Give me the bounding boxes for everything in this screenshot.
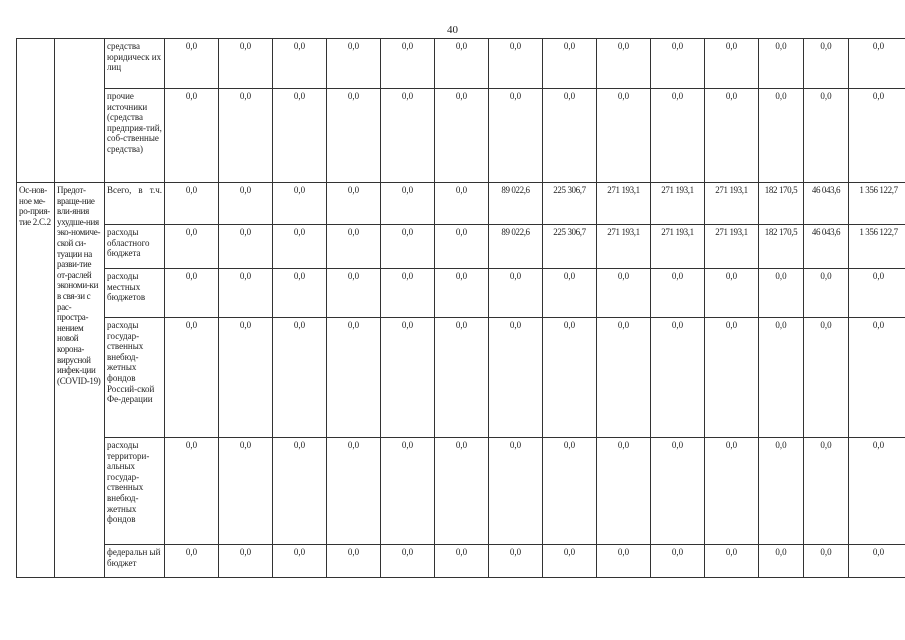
value-cell: 0,0: [273, 89, 327, 183]
value-cell: 46 043,6: [804, 225, 849, 269]
value-cell: 0,0: [597, 39, 651, 89]
value-cell: 182 170,5: [759, 183, 804, 225]
funding-source-cell: Всего, в т.ч.: [105, 183, 165, 225]
measure-name-cell: [55, 39, 105, 183]
funding-source-cell: расходы государ-ственных внебюд-жетных фондов Россий-ской Фе-дерации: [105, 318, 165, 438]
value-cell: 0,0: [381, 269, 435, 318]
value-cell: 0,0: [543, 89, 597, 183]
value-cell: 0,0: [165, 89, 219, 183]
value-cell: 271 193,1: [705, 183, 759, 225]
table-row: [17, 89, 905, 183]
value-cell: 271 193,1: [705, 225, 759, 269]
value-cell: 0,0: [804, 438, 849, 545]
value-cell: 0,0: [219, 225, 273, 269]
table-row: [17, 269, 905, 318]
value-cell: 0,0: [327, 269, 381, 318]
value-cell: 0,0: [381, 39, 435, 89]
value-cell: 0,0: [543, 318, 597, 438]
value-cell: 0,0: [597, 438, 651, 545]
value-cell: 0,0: [489, 318, 543, 438]
value-cell: 0,0: [804, 39, 849, 89]
value-cell: 0,0: [381, 89, 435, 183]
value-cell: 0,0: [597, 318, 651, 438]
value-cell: 0,0: [651, 39, 705, 89]
value-cell: 0,0: [804, 545, 849, 578]
value-cell: 0,0: [435, 225, 489, 269]
table-row: [17, 183, 905, 225]
value-cell: 0,0: [705, 89, 759, 183]
value-cell: 0,0: [651, 269, 705, 318]
value-cell: 0,0: [327, 225, 381, 269]
value-cell: 271 193,1: [597, 225, 651, 269]
value-cell: 225 306,7: [543, 225, 597, 269]
value-cell: 0,0: [165, 438, 219, 545]
value-cell: 0,0: [273, 438, 327, 545]
value-cell: 271 193,1: [651, 225, 705, 269]
value-cell: 0,0: [489, 89, 543, 183]
value-cell: 0,0: [849, 39, 905, 89]
value-cell: 0,0: [435, 438, 489, 545]
value-cell: 0,0: [165, 318, 219, 438]
value-cell: 0,0: [381, 225, 435, 269]
value-cell: 0,0: [759, 269, 804, 318]
table-row: [17, 225, 905, 269]
value-cell: 0,0: [651, 89, 705, 183]
value-cell: 0,0: [705, 545, 759, 578]
budget-table: [16, 38, 905, 578]
value-cell: 0,0: [804, 89, 849, 183]
value-cell: 0,0: [849, 318, 905, 438]
value-cell: 0,0: [435, 183, 489, 225]
value-cell: 0,0: [759, 39, 804, 89]
value-cell: 0,0: [489, 269, 543, 318]
value-cell: 0,0: [849, 89, 905, 183]
value-cell: 0,0: [219, 89, 273, 183]
value-cell: 0,0: [543, 39, 597, 89]
value-cell: 0,0: [435, 545, 489, 578]
value-cell: 0,0: [759, 545, 804, 578]
value-cell: 0,0: [651, 438, 705, 545]
value-cell: 225 306,7: [543, 183, 597, 225]
value-cell: 0,0: [849, 545, 905, 578]
value-cell: 0,0: [273, 39, 327, 89]
value-cell: 0,0: [597, 269, 651, 318]
value-cell: 0,0: [165, 545, 219, 578]
table-row: [17, 545, 905, 578]
value-cell: 0,0: [327, 438, 381, 545]
value-cell: 46 043,6: [804, 183, 849, 225]
table-body: [17, 39, 905, 578]
value-cell: 0,0: [849, 438, 905, 545]
value-cell: 0,0: [435, 39, 489, 89]
funding-source-cell: средства юридическ их лиц: [105, 39, 165, 89]
value-cell: 89 022,6: [489, 225, 543, 269]
value-cell: 0,0: [705, 39, 759, 89]
value-cell: 0,0: [165, 183, 219, 225]
value-cell: 0,0: [705, 269, 759, 318]
value-cell: 0,0: [219, 39, 273, 89]
value-cell: 0,0: [165, 225, 219, 269]
value-cell: 0,0: [489, 545, 543, 578]
table-row: [17, 318, 905, 438]
value-cell: 0,0: [381, 183, 435, 225]
measure-name-cell: Предот-враще-ние вли-яния ухудше-ния эко-номиче-ской си-туации на разви-тие от-раслей экономи-ки в свя-зи с рас-простра-нением новой корона-вирусной инфек-ции (COVID-19): [55, 183, 105, 578]
value-cell: 0,0: [327, 183, 381, 225]
value-cell: 182 170,5: [759, 225, 804, 269]
value-cell: 0,0: [759, 318, 804, 438]
value-cell: 0,0: [327, 318, 381, 438]
value-cell: 0,0: [165, 39, 219, 89]
value-cell: 0,0: [273, 269, 327, 318]
table-row: [17, 39, 905, 89]
value-cell: 0,0: [219, 269, 273, 318]
value-cell: 0,0: [705, 318, 759, 438]
value-cell: 0,0: [543, 438, 597, 545]
value-cell: 0,0: [435, 269, 489, 318]
value-cell: 0,0: [543, 545, 597, 578]
value-cell: 89 022,6: [489, 183, 543, 225]
value-cell: 0,0: [381, 318, 435, 438]
funding-source-cell: расходы территори-альных государ-ственных внебюд-жетных фондов: [105, 438, 165, 545]
value-cell: 0,0: [759, 89, 804, 183]
value-cell: 0,0: [597, 545, 651, 578]
value-cell: 0,0: [849, 269, 905, 318]
value-cell: 0,0: [651, 318, 705, 438]
value-cell: 0,0: [489, 39, 543, 89]
funding-source-cell: расходы местных бюджетов: [105, 269, 165, 318]
value-cell: 0,0: [705, 438, 759, 545]
value-cell: 0,0: [435, 318, 489, 438]
value-cell: 271 193,1: [597, 183, 651, 225]
value-cell: 0,0: [651, 545, 705, 578]
value-cell: 0,0: [273, 318, 327, 438]
value-cell: 1 356 122,7: [849, 183, 905, 225]
value-cell: 0,0: [597, 89, 651, 183]
value-cell: 0,0: [804, 269, 849, 318]
value-cell: 271 193,1: [651, 183, 705, 225]
value-cell: 1 356 122,7: [849, 225, 905, 269]
value-cell: 0,0: [381, 438, 435, 545]
value-cell: 0,0: [273, 183, 327, 225]
value-cell: 0,0: [273, 545, 327, 578]
value-cell: 0,0: [327, 545, 381, 578]
value-cell: 0,0: [543, 269, 597, 318]
funding-source-cell: расходы областного бюджета: [105, 225, 165, 269]
value-cell: 0,0: [759, 438, 804, 545]
value-cell: 0,0: [804, 318, 849, 438]
funding-source-cell: федеральн ый бюджет: [105, 545, 165, 578]
value-cell: 0,0: [327, 39, 381, 89]
page-number: 40: [447, 24, 458, 36]
value-cell: 0,0: [489, 438, 543, 545]
value-cell: 0,0: [165, 269, 219, 318]
value-cell: 0,0: [219, 318, 273, 438]
value-cell: 0,0: [273, 225, 327, 269]
measure-label-cell: Ос-нов-ное ме-ро-прия-тие 2.С.2: [17, 183, 55, 578]
measure-label-cell: [17, 39, 55, 183]
funding-source-cell: прочие источники (средства предприя-тий, соб-ственные средства): [105, 89, 165, 183]
value-cell: 0,0: [219, 438, 273, 545]
value-cell: 0,0: [381, 545, 435, 578]
table-row: [17, 438, 905, 545]
value-cell: 0,0: [219, 183, 273, 225]
value-cell: 0,0: [219, 545, 273, 578]
value-cell: 0,0: [327, 89, 381, 183]
value-cell: 0,0: [435, 89, 489, 183]
